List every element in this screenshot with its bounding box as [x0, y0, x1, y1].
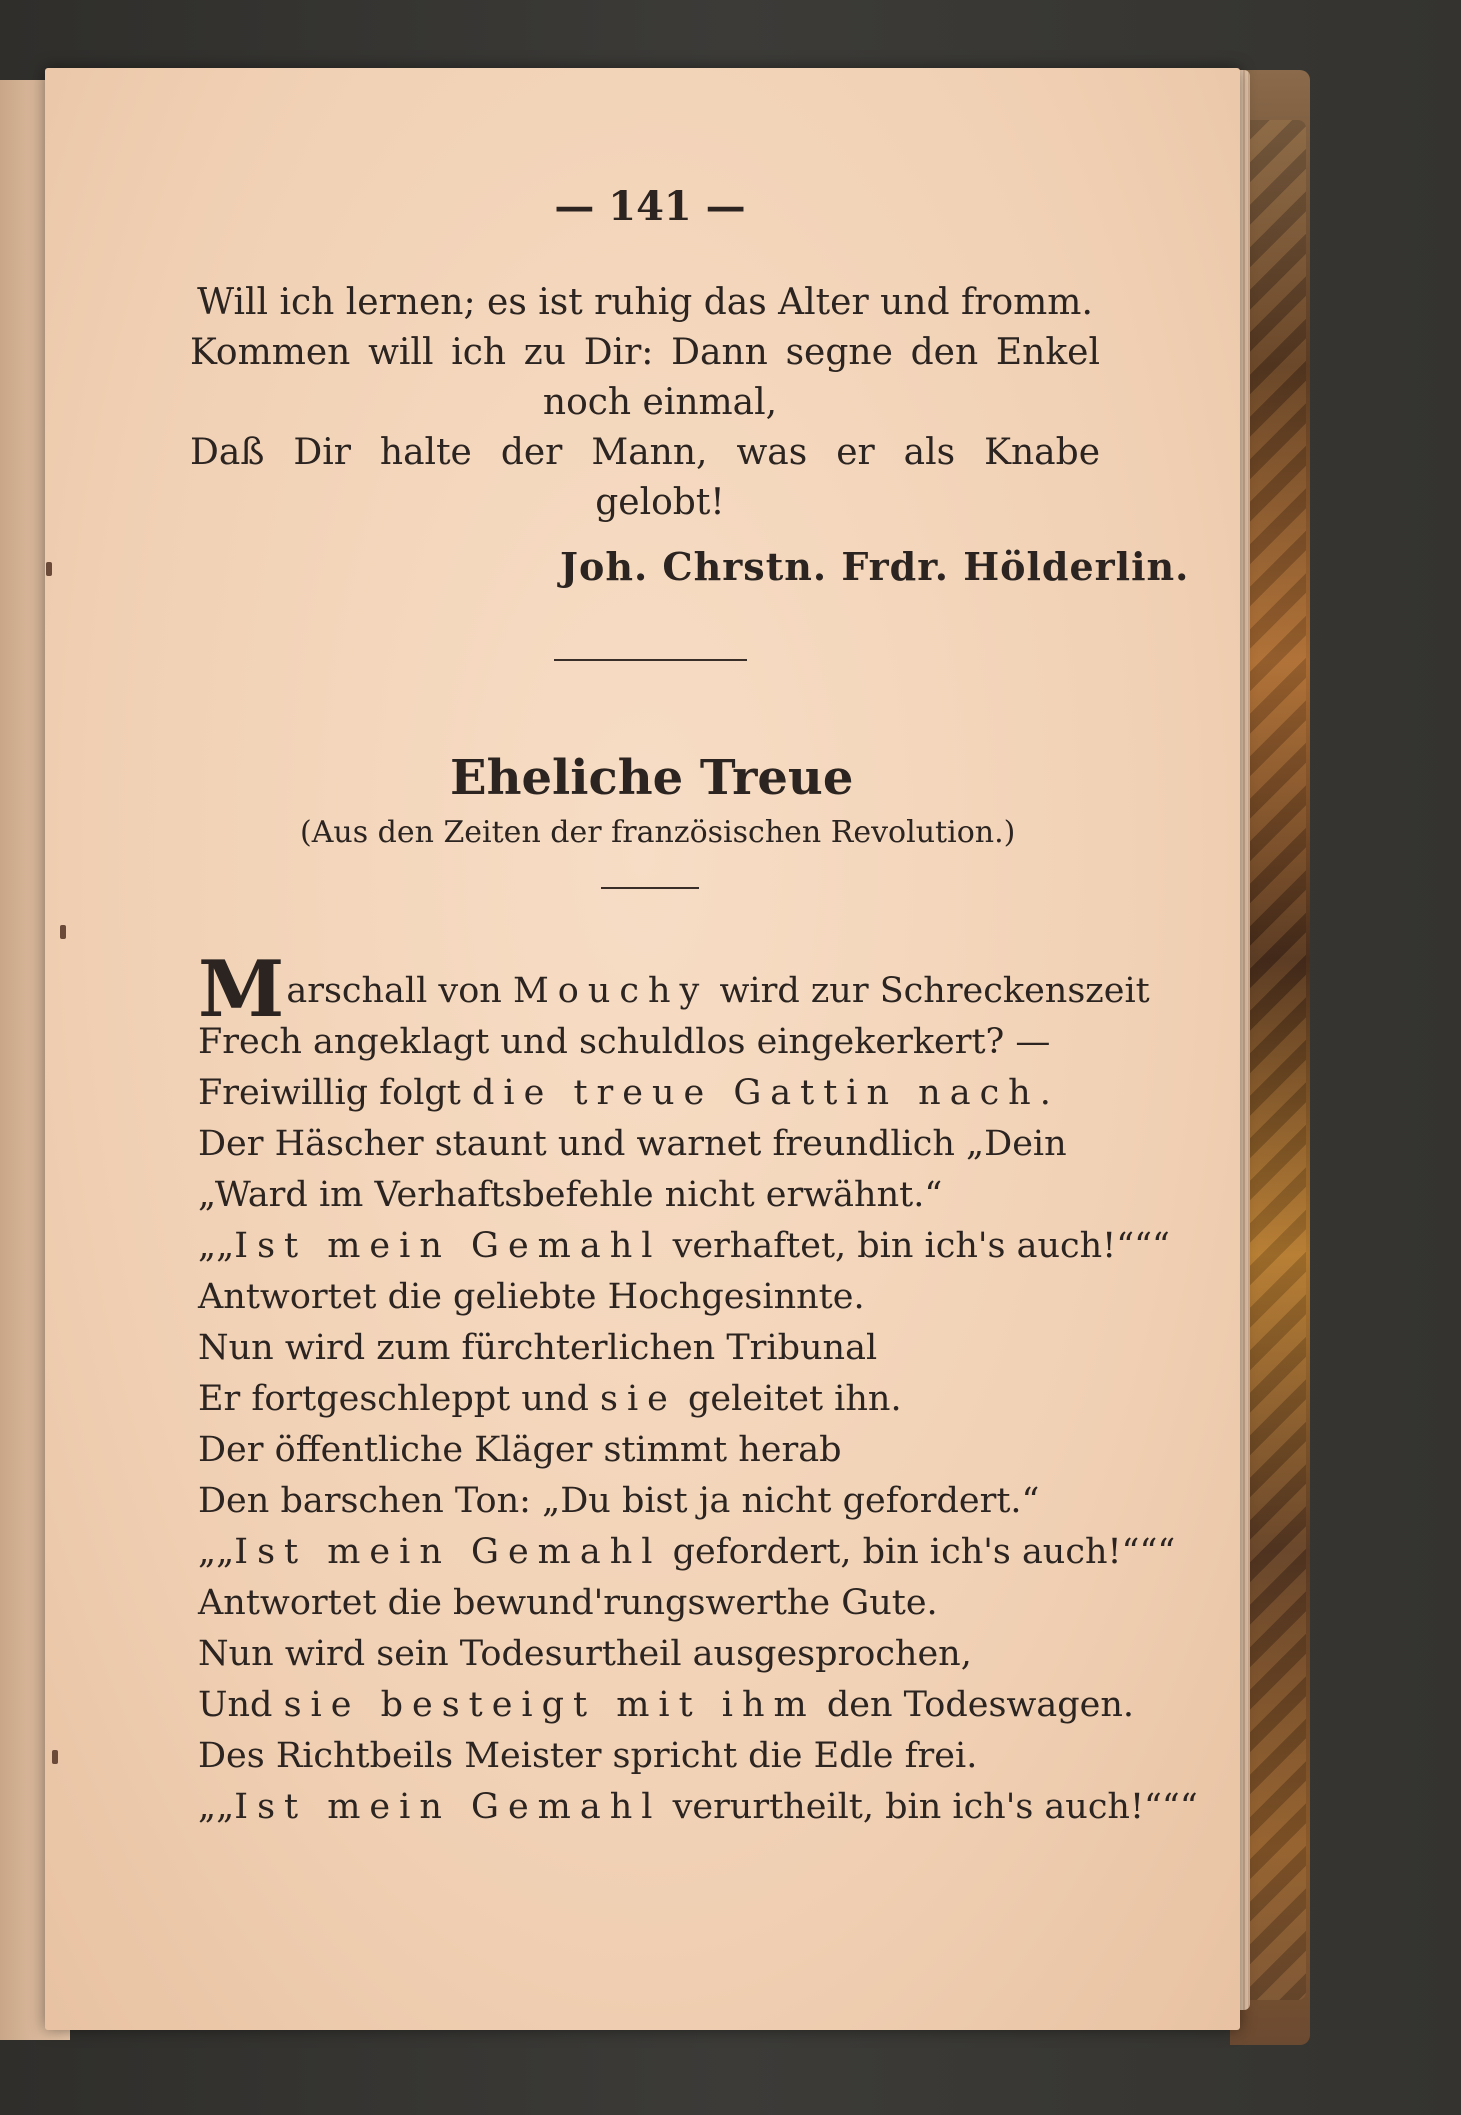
- line-text: verurtheilt, bin ich's auch!“““: [661, 1787, 1198, 1827]
- poem-line: [198, 1068, 1103, 1119]
- poem-line: Nun wird sein Todesurtheil ausgesprochen,: [198, 1634, 972, 1674]
- spaced-text: Ist mein Gemahl: [234, 1532, 662, 1572]
- poem-subtitle: (Aus den Zeiten der französischen Revolution.): [300, 815, 1016, 850]
- section-divider: [554, 659, 747, 661]
- title-divider: [601, 887, 699, 889]
- line-text: „„: [198, 1787, 235, 1827]
- line-text: arschall von: [286, 971, 513, 1011]
- poem-line: Daß Dir halte der Mann, was er als Knabe: [190, 432, 1100, 473]
- poem-line: noch einmal,: [542, 382, 778, 423]
- page-number: — 141 —: [554, 183, 746, 230]
- drop-cap: M: [198, 944, 285, 1035]
- poem-line: [198, 944, 1150, 1035]
- margin-mark: [60, 925, 66, 939]
- spaced-text: Ist mein Gemahl: [234, 1787, 662, 1827]
- poem-line: Der öffentliche Kläger stimmt herab: [198, 1430, 842, 1470]
- line-text: gefordert, bin ich's auch!“““: [661, 1532, 1176, 1572]
- line-text: den Todeswagen.: [815, 1685, 1135, 1725]
- line-text: Und: [198, 1685, 284, 1725]
- margin-mark: [46, 562, 52, 576]
- book-cover-texture: [1250, 120, 1306, 2000]
- line-text: verhaftet, bin ich's auch!“““: [661, 1226, 1170, 1266]
- poem-body: [198, 944, 1198, 1833]
- spaced-text: Ist mein Gemahl: [234, 1226, 662, 1266]
- line-text: „„: [198, 1226, 235, 1266]
- poem-line: [198, 1782, 1198, 1833]
- poem-line: [198, 1527, 1176, 1578]
- poem-line: Nun wird zum fürchterlichen Tribunal: [198, 1328, 878, 1368]
- poem-line: Den barschen Ton: „Du bist ja nicht gefordert.“: [198, 1481, 1040, 1521]
- line-text: geleitet ihn.: [676, 1379, 902, 1419]
- poem-ending: [190, 278, 1100, 528]
- poem-line: [198, 1221, 1170, 1272]
- line-text: Freiwillig folgt: [198, 1073, 473, 1113]
- spaced-text: sie besteigt mit ihm: [283, 1685, 816, 1725]
- spaced-text: die treue Gattin nach.: [472, 1073, 1060, 1113]
- poem-title: Eheliche Treue: [450, 750, 854, 806]
- poem-line: [198, 1374, 1103, 1425]
- line-text: wird zur Schreckenszeit: [708, 971, 1150, 1011]
- poem-author: Joh. Chrstn. Frdr. Hölderlin.: [560, 544, 1190, 589]
- poem-line: „Ward im Verhaftsbefehle nicht erwähnt.“: [198, 1175, 943, 1215]
- poem-line: Antwortet die bewund'rungswerthe Gute.: [198, 1583, 938, 1623]
- line-text: „„: [198, 1532, 235, 1572]
- poem-line: Des Richtbeils Meister spricht die Edle frei.: [198, 1736, 978, 1776]
- poem-line: Frech angeklagt und schuldlos eingekerkert? —: [198, 1022, 1051, 1062]
- poem-line: Kommen will ich zu Dir: Dann segne den Enkel: [190, 332, 1100, 373]
- poem-line: Antwortet die geliebte Hochgesinnte.: [198, 1277, 865, 1317]
- line-text: Er fortgeschleppt und: [198, 1379, 600, 1419]
- spaced-text: sie: [599, 1379, 677, 1419]
- poem-line: gelobt!: [595, 482, 725, 523]
- poem-line: [198, 1680, 1135, 1731]
- poem-line: Der Häscher staunt und warnet freundlich „Dein: [198, 1124, 1067, 1164]
- poem-line: Will ich lernen; es ist ruhig das Alter und fromm.: [197, 282, 1093, 323]
- margin-mark: [52, 1750, 58, 1764]
- spaced-text: Mouchy: [512, 971, 709, 1011]
